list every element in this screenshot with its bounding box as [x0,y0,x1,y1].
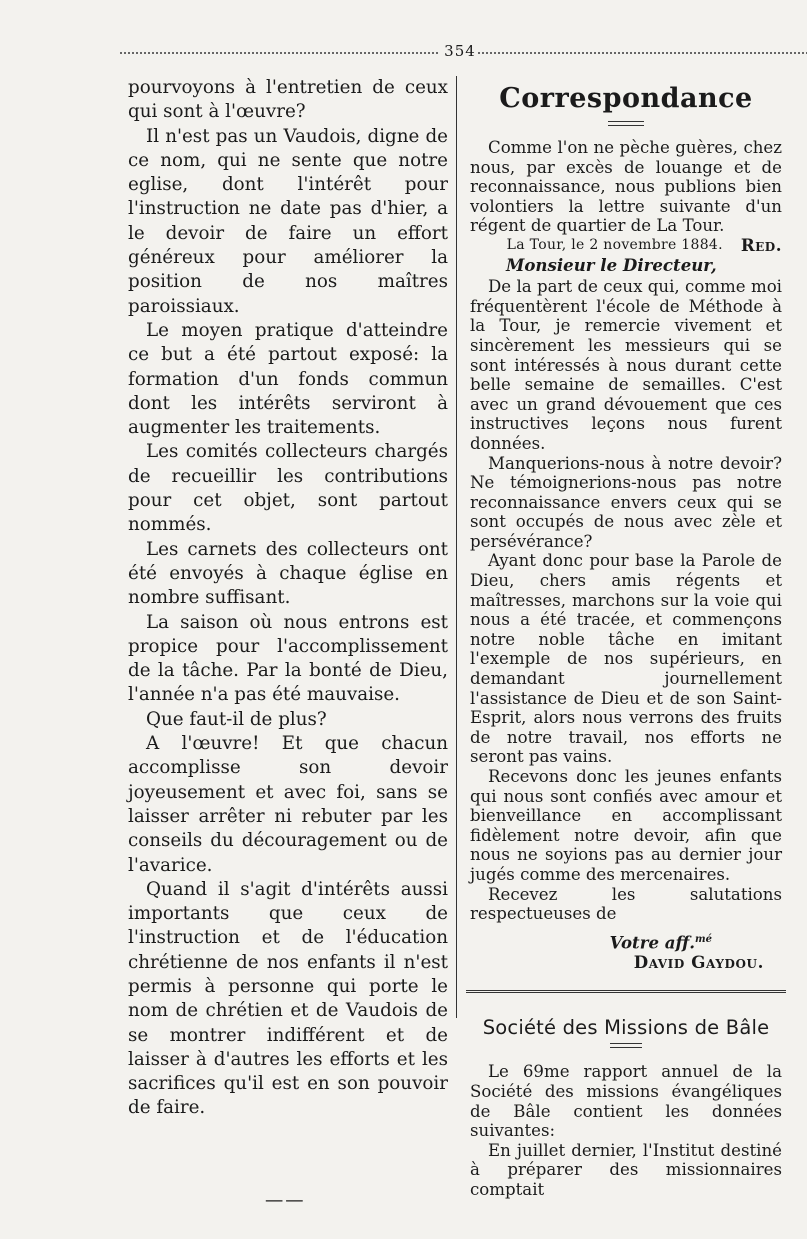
section-end-dash: —— [265,1189,306,1211]
letter-signoff-text: Votre aff. [609,932,696,953]
paragraph: pourvoyons à l'entretien de ceux qui sont à l'œuvre? [128,77,448,123]
missions-paragraph: Le 69me rapport annuel de la Société des missions évangéliques de Bâle contient les données suivantes: [470,1062,782,1141]
editor-signature: Red. [740,234,782,255]
right-column [470,76,782,1200]
letter-paragraph: Recevons donc les jeunes enfants qui nous sont confiés avec amour et bienveillance en accomplissant fidèlement notre devoir, afin que nous ne soyions pas au dernier jour jugés comme des mercenaires. [470,767,782,884]
paragraph: Il n'est pas un Vaudois, digne de ce nom, qui ne sente que notre eglise, dont l'intérêt pour l'instruction ne date pas d'hier, a le devoir de faire un effort généreux pour améliorer la position de nos maîtres paroissiaux. [128,125,448,317]
section-title-missions: Société des Missions de Bâle [482,1016,770,1040]
missions-paragraph: En juillet dernier, l'Institut destiné à préparer des missionnaires comptait [470,1140,782,1200]
letter-salutation: Monsieur le Directeur, [506,254,717,275]
header-ornament-left [120,52,438,57]
letter-paragraph: Recevez les salutations respectueuses de [470,884,782,924]
paragraph: Que faut-il de plus? [146,708,327,730]
section-title-correspondance: Correspondance [499,83,753,114]
paragraph: Les comités collecteurs chargés de recueillir les contributions pour cet objet, sont partout nommés. [128,441,448,536]
letter-signature: David Gaydou. [633,951,764,972]
letter-place-date: La Tour, le 2 novembre 1884. [506,236,723,253]
header-ornament-right [478,52,807,57]
editorial-intro-text: Comme l'on ne pèche guères, chez nous, par excès de louange et de reconnaissance, nous publions bien volontiers la lettre suivante d'un régent de quartier de La Tour. [470,138,782,236]
letter-signoff [470,930,782,953]
paragraph: La saison où nous entrons est propice pour l'accomplissement de la tâche. Par la bonté de Dieu, l'année n'a pas été mauvaise. [128,611,448,706]
title-rule [608,121,644,126]
page-header [120,42,807,64]
letter-paragraph: Manquerions-nous à notre devoir? Ne témoignerions-nous pas notre reconnaissance envers ceux qui se sont occupés de nous avec zèle et persévérance? [470,453,782,551]
paragraph: A l'œuvre! Et que chacun accomplisse son devoir joyeusement et avec foi, sans se laisser arrêter ni rebuter par les conseils du découragement ou de l'avarice. [128,733,448,876]
letter-paragraph: Ayant donc pour base la Parole de Dieu, chers amis régents et maîtresses, marchons sur la voie qui nous a été tracée, et commençons notre noble tâche en imitant l'exemple de nos supérieurs, en demandant journellement l'assistance de Dieu et de son Saint-Esprit, alors nous verrons des fruits de notre travail, nos efforts ne seront pas vains. [470,551,782,767]
page-number: 354 [444,42,476,60]
paragraph: Les carnets des collecteurs ont été envoyés à chaque église en nombre suffisant. [128,538,448,609]
paragraph: Quand il s'agit d'intérêts aussi importants que ceux de l'instruction et de l'éducation chrétienne de nos enfants il n'est permis à personne qui porte le nom de chrétien et de Vaudois de se montrer indifférent et de laisser à d'autres les efforts et les sacrifices qu'il est en son pouvoir de faire. [128,878,448,1119]
paragraph: Le moyen pratique d'atteindre ce but a été partout exposé: la formation d'un fonds commun dont les intérêts serviront à augmenter les traitements. [128,319,448,439]
title-rule [610,1043,642,1048]
letter-paragraph: De la part de ceux qui, comme moi fréquentèrent l'école de Méthode à la Tour, je remercie vivement et sincèrement les messieurs qui se sont intéressés à nous durant cette belle semaine de semailles. C'est avec un grand dévouement que ces instructives leçons nous furent données. [470,277,782,453]
left-column [128,76,448,1213]
column-divider [456,76,457,1018]
section-separator [466,990,786,995]
letter-signoff-superscript: mé [695,933,712,945]
